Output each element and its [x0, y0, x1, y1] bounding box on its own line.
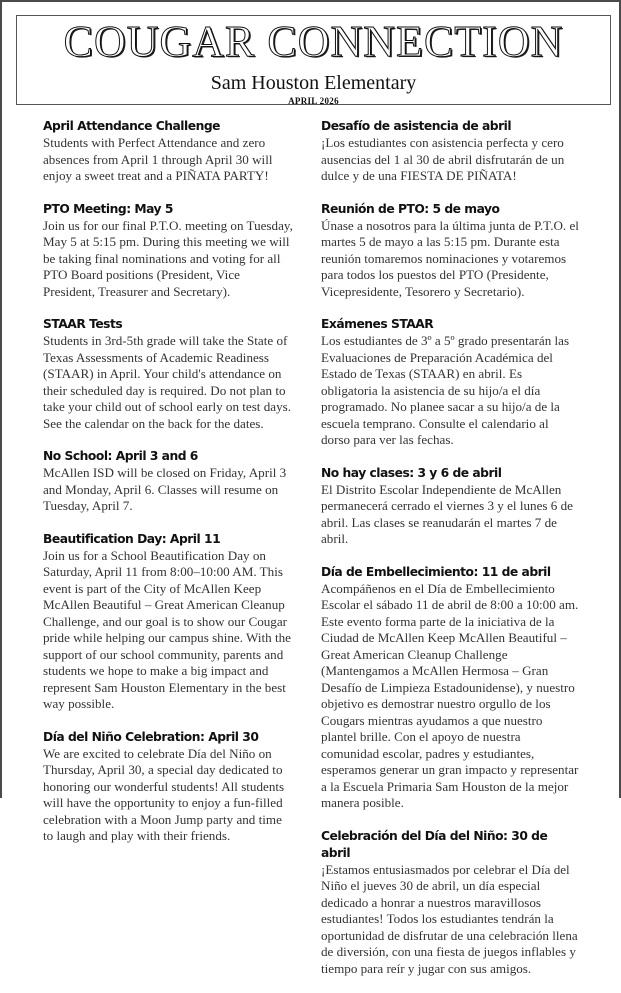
- newsletter-title: COUGAR CONNECTION: [63, 17, 564, 66]
- article-asistencia: [321, 118, 579, 185]
- article-body: ¡Los estudiantes con asistencia perfecta y cero ausencias del 1 al 30 de abril disfrutarán de un dulce y de una FIESTA DE PIÑATA!: [321, 135, 565, 183]
- article-heading: Reunión de PTO: 5 de mayo: [321, 201, 500, 216]
- english-column: [43, 118, 295, 861]
- article-celebracion: [321, 828, 579, 978]
- article-heading: STAAR Tests: [43, 317, 123, 331]
- article-body: El Distrito Escolar Independiente de McAllen permanecerá cerrado el viernes 3 y el lunes 6 de abril. Las clases se reanudarán el martes 7 de abril.: [321, 481, 573, 546]
- article-body: ¡Estamos entusiasmados por celebrar el Día del Niño el jueves 30 de abril, un día especial dedicado a honrar a nuestros maravillosos estudiantes! Todos los estudiantes tendrán la oportunidad de disfrutar de una celebración llena de diversión, con una fiesta de juegos inflables y tiempo para reír y jugar con sus amigos.: [321, 861, 578, 976]
- article-no-hay-clases: [321, 465, 579, 548]
- article-heading: Exámenes STAAR: [321, 317, 434, 331]
- article-body: Join us for our final P.T.O. meeting on Tuesday, May 5 at 5:15 pm. During this meeting we will be taking final nominations and voting for all PTO Board positions (President, Vice President, Treasurer and Secretary).: [43, 217, 293, 299]
- article-heading: Día de Embellecimiento: 11 de abril: [321, 564, 551, 579]
- article-no-school: [43, 448, 295, 515]
- article-pto: [43, 201, 295, 301]
- masthead: [16, 15, 611, 105]
- school-name: Sam Houston Elementary: [210, 72, 417, 94]
- article-heading: PTO Meeting: May 5: [43, 201, 173, 216]
- article-heading: Desafío de asistencia de abril: [321, 119, 512, 133]
- article-body: Únase a nosotros para la última junta de P.T.O. el martes 5 de mayo a las 5:15 pm. Durante esta reunión tomaremos nominaciones y votaremos para todos los puestos del PTO (Presidente, Vicepresidente, Tesorero y Secretario).: [321, 217, 579, 299]
- article-body: Students in 3rd-5th grade will take the State of Texas Assessments of Academic Readiness (STAAR) in April. Your child's attendance on their scheduled day is required. Do not plan to take your child out of school early on test days. See the calendar on the back for the dates.: [43, 333, 291, 431]
- article-heading: April Attendance Challenge: [43, 119, 220, 133]
- article-body: Los estudiantes de 3º a 5º grado presentarán las Evaluaciones de Preparación Académica del Estado de Texas (STAAR) en abril. Es obligatoria la asistencia de su hijo/a el día programado. No planee sacar a su hijo/a de la escuela temprano. Consulte el calendario al dorso para ver las fechas.: [321, 333, 570, 447]
- article-heading: Día del Niño Celebration: April 30: [43, 729, 259, 744]
- article-dia-del-nino: [43, 729, 295, 845]
- article-staar: [43, 316, 295, 432]
- spanish-column: [321, 118, 579, 993]
- article-beautification: [43, 531, 295, 713]
- article-body: Students with Perfect Attendance and zero absences from April 1 through April 30 will enjoy a sweet treat and a PIÑATA PARTY!: [43, 135, 273, 183]
- article-body: We are excited to celebrate Día del Niño on Thursday, April 30, a special day dedicated to honoring our wonderful students! All students will have the opportunity to enjoy a fun-filled celebration with a Moon Jump party and time to laugh and play with their friends.: [43, 745, 285, 843]
- article-reunion-pto: [321, 201, 579, 301]
- article-body: Acompáñenos en el Día de Embellecimiento Escolar el sábado 11 de abril de 8:00 a 10:00 am. Este evento forma parte de la iniciativa de la Ciudad de McAllen Keep McAllen Beautiful – Great American Cleanup Challenge (Mantengamos a McAllen Hermosa – Gran Desafío de Limpieza Estadounidense), y nuestro objetivo es demostrar nuestro orgullo de los Cougars mientras ayudamos a que nuestro plantel brille. Con el apoyo de nuestra comunidad escolar, padres y estudiantes, esperamos generar un gran impacto y representar a la Escuela Primaria Sam Houston de la mejor manera posible.: [321, 580, 579, 810]
- article-heading: Beautification Day: April 11: [43, 531, 221, 546]
- article-heading: No School: April 3 and 6: [43, 449, 198, 463]
- article-attendance: [43, 118, 295, 185]
- issue-date: APRIL 2026: [288, 96, 339, 106]
- article-body: McAllen ISD will be closed on Friday, April 3 and Monday, April 6. Classes will resume on Tuesday, April 7.: [43, 465, 287, 513]
- article-body: Join us for a School Beautification Day on Saturday, April 11 from 8:00–10:00 AM. This event is part of the City of McAllen Keep McAllen Beautiful – Great American Cleanup Challenge, and our goal is to show our Cougar pride while helping our campus shine. With the support of our school community, parents and students we hope to make a big impact and represent Sam Houston Elementary in the best way possible.: [43, 547, 291, 711]
- article-heading: No hay clases: 3 y 6 de abril: [321, 465, 502, 480]
- article-embellecimiento: [321, 564, 579, 812]
- article-examenes: [321, 316, 579, 449]
- article-heading: Celebración del Día del Niño: 30 de abril: [321, 828, 548, 860]
